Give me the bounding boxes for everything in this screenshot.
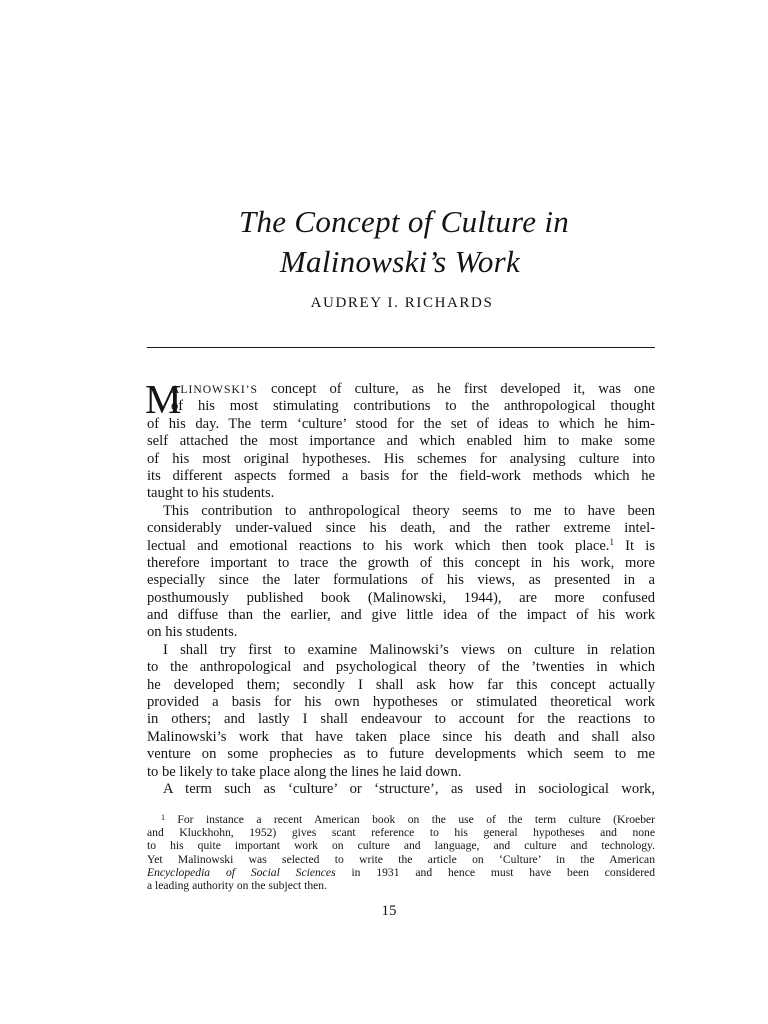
encyclopedia-title: Encyclopedia of Social Sciences bbox=[147, 865, 336, 879]
footnote-reference: 1 bbox=[609, 537, 614, 547]
footnote-line: Yet Malinowski was selected to write the article on ‘Culture’ in the American bbox=[147, 852, 655, 866]
body-line: he developed them; secondly I shall ask how far this concept actually bbox=[147, 676, 655, 693]
article-title-line-2: Malinowski’s Work bbox=[279, 244, 521, 279]
footnote bbox=[147, 813, 655, 892]
footnote-line: and Kluckhohn, 1952) gives scant reference to his general hypotheses and none bbox=[147, 826, 655, 840]
body-line: to the anthropological and psychological theory of the ’twenties in which bbox=[147, 659, 655, 676]
body-line: taught to his students. bbox=[147, 485, 275, 502]
body-line: of his most stimulating contributions to the anthropological thought bbox=[171, 398, 655, 415]
footnote-marker: 1 bbox=[161, 813, 165, 822]
author-name: AUDREY I. RICHARDS bbox=[310, 295, 494, 311]
footnote-line: Encyclopedia of Social Sciences in 1931 and hence must have been considered bbox=[147, 865, 655, 879]
footnote-line: $^1$ For instance a recent American book on the use of the term culture (Kroeber bbox=[161, 813, 655, 826]
body-line: of his most original hypotheses. His schemes for analysing culture into bbox=[147, 450, 655, 467]
body-line: in others; and lastly I shall endeavour to account for the reactions to bbox=[147, 711, 655, 728]
small-caps-name: ALINOWSKI’S bbox=[171, 383, 258, 396]
body-line: of his day. The term ‘culture’ stood for the set of ideas to which he him- bbox=[147, 415, 655, 432]
body-line: This contribution to anthropological theory seems to me to have been bbox=[163, 502, 655, 519]
body-line: venture on some prophecies as to future developments which seem to me bbox=[147, 746, 655, 763]
body-line: especially since the later formulations of his views, as presented in a bbox=[147, 572, 655, 589]
body-line: and diffuse than the earlier, and give little idea of the impact of his work bbox=[147, 607, 655, 624]
body-line: self attached the most importance and which enabled him to make some bbox=[147, 433, 655, 450]
title-divider-rule bbox=[147, 347, 655, 348]
drop-cap: M bbox=[145, 376, 182, 422]
body-line: ALINOWSKI’S concept of culture, as he first developed it, was one bbox=[171, 381, 655, 397]
body-line: therefore important to trace the growth of this concept in his work, more bbox=[147, 554, 655, 571]
article-body bbox=[145, 376, 655, 798]
body-line: on his students. bbox=[147, 624, 238, 641]
footnote-line: a leading authority on the subject then. bbox=[147, 878, 327, 892]
page-number: 15 bbox=[381, 903, 397, 919]
article-title-line-1: The Concept of Culture in bbox=[238, 204, 570, 239]
footnote-line: to his quite important work on culture and language, and culture and technology. bbox=[147, 839, 655, 853]
body-line: provided a basis for his own hypotheses or stimulated theoretical work bbox=[147, 694, 655, 711]
body-line: I shall try first to examine Malinowski’s views on culture in relation bbox=[163, 641, 655, 658]
body-line: Malinowski’s work that have taken place since his death and shall also bbox=[147, 728, 655, 745]
body-line: lectual and emotional reactions to his work which then took place.$^1$ It is bbox=[147, 537, 655, 554]
body-line: to be likely to take place along the lines he laid down. bbox=[147, 763, 462, 780]
body-line: posthumously published book (Malinowski, 1944), are more confused bbox=[147, 589, 655, 606]
body-line: A term such as ‘culture’ or ‘structure’, as used in sociological work, bbox=[163, 780, 655, 797]
body-line: considerably under-valued since his death, and the rather extreme intel- bbox=[147, 520, 655, 537]
body-line: its different aspects formed a basis for the field-work methods which he bbox=[147, 467, 655, 484]
